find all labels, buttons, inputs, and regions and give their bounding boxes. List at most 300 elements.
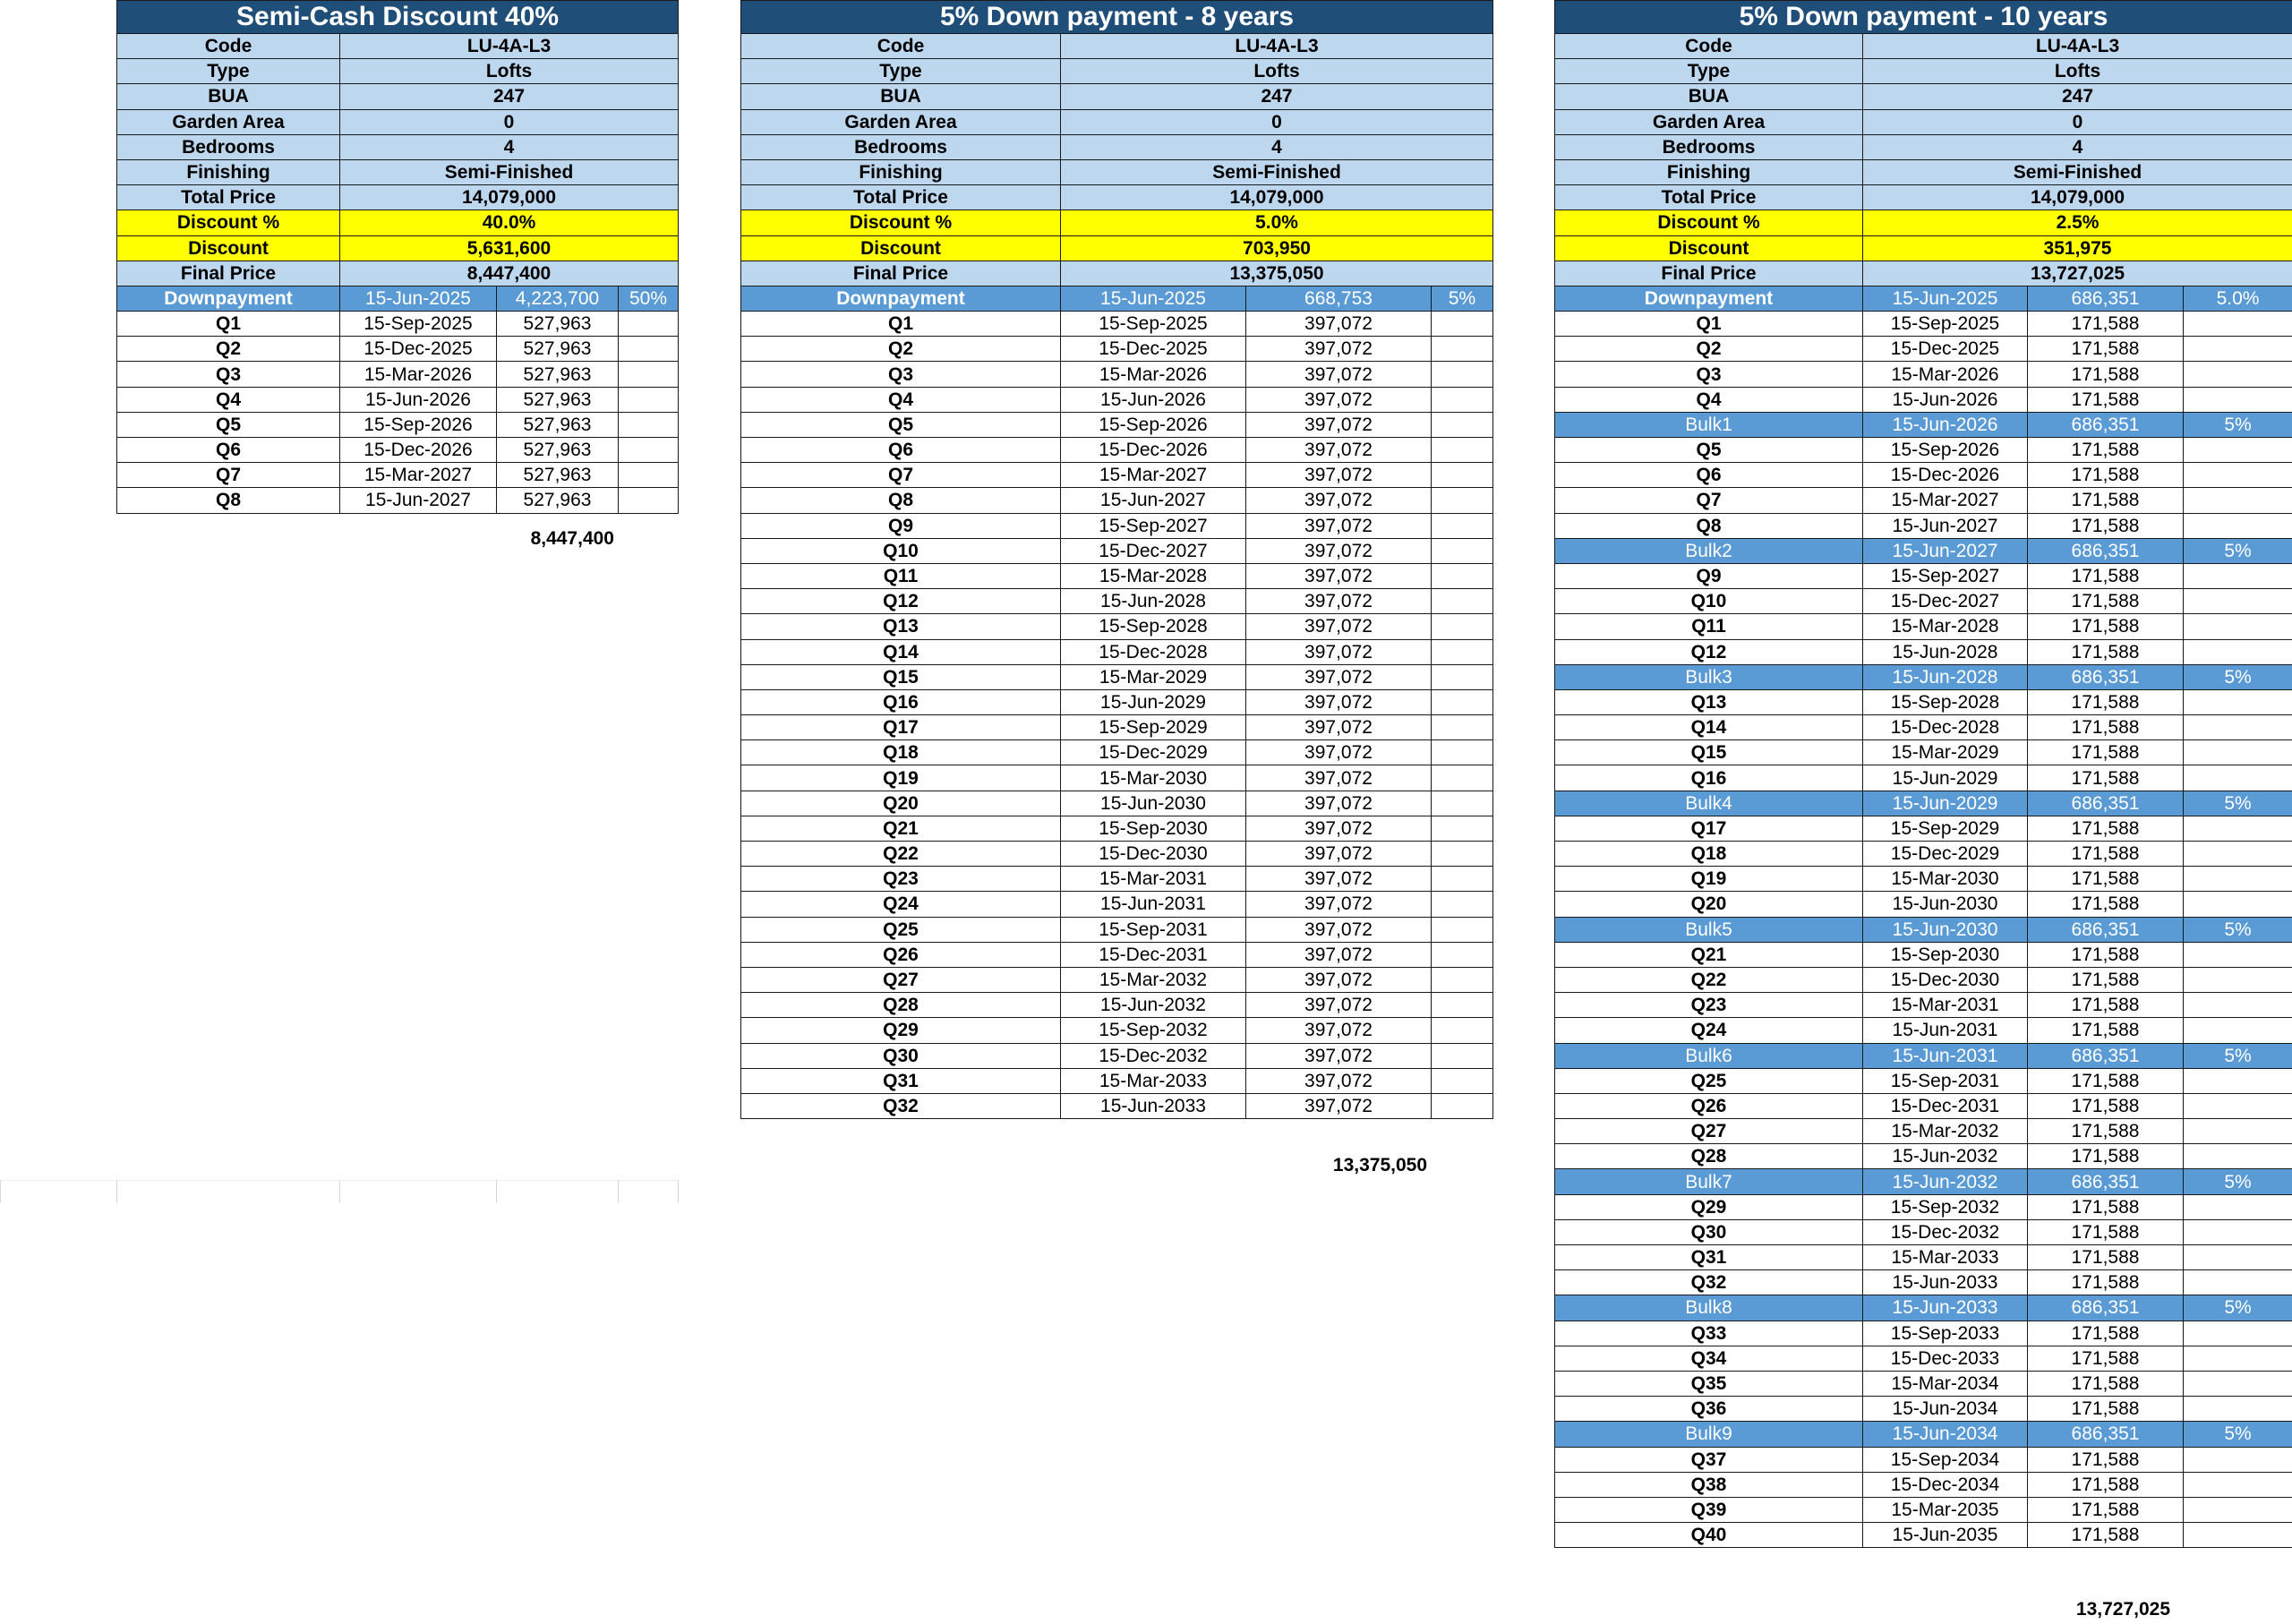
payment-percent bbox=[2184, 362, 2292, 387]
bulk-label: Bulk5 bbox=[1555, 917, 1863, 942]
installment-label: Q6 bbox=[741, 438, 1061, 463]
payment-amount: 171,588 bbox=[2028, 689, 2184, 714]
installment-label: Q13 bbox=[741, 614, 1061, 639]
downpayment-date: 15-Jun-2025 bbox=[340, 286, 497, 311]
plan-title-row bbox=[1555, 1, 2292, 34]
payment-percent bbox=[2184, 1144, 2292, 1169]
final-price-value: 8,447,400 bbox=[340, 261, 679, 286]
payment-percent bbox=[1432, 1093, 1493, 1118]
discount-value: 351,975 bbox=[1863, 235, 2292, 261]
payment-percent bbox=[2184, 1270, 2292, 1295]
payment-amount: 686,351 bbox=[2028, 412, 2184, 437]
installment-row bbox=[1555, 740, 2292, 765]
discount-label: Discount % bbox=[117, 210, 340, 235]
installment-row bbox=[741, 917, 1493, 942]
info-value: 0 bbox=[340, 109, 679, 134]
info-row bbox=[1555, 159, 2292, 184]
bulk-payment-row bbox=[1555, 1043, 2292, 1068]
payment-date: 15-Sep-2025 bbox=[340, 312, 497, 337]
payment-amount: 171,588 bbox=[2028, 1523, 2184, 1548]
installment-label: Q18 bbox=[741, 740, 1061, 765]
installment-label: Q2 bbox=[1555, 337, 1863, 362]
info-row bbox=[117, 34, 679, 59]
installment-row bbox=[1555, 1245, 2292, 1270]
installment-row bbox=[117, 387, 679, 412]
payment-date: 15-Jun-2030 bbox=[1863, 892, 2028, 917]
installment-label: Q23 bbox=[741, 867, 1061, 892]
payment-amount: 171,588 bbox=[2028, 1321, 2184, 1346]
final-price-label: Final Price bbox=[117, 261, 340, 286]
payment-amount: 171,588 bbox=[2028, 993, 2184, 1018]
payment-date: 15-Sep-2032 bbox=[1061, 1018, 1246, 1043]
payment-amount: 397,072 bbox=[1246, 689, 1432, 714]
payment-date: 15-Dec-2030 bbox=[1061, 842, 1246, 867]
info-value: 0 bbox=[1061, 109, 1493, 134]
payment-date: 15-Dec-2026 bbox=[1061, 438, 1246, 463]
payment-date: 15-Dec-2027 bbox=[1061, 538, 1246, 563]
payment-date: 15-Mar-2035 bbox=[1863, 1497, 2028, 1522]
installment-label: Q8 bbox=[1555, 513, 1863, 538]
info-value: 14,079,000 bbox=[340, 185, 679, 210]
installment-row bbox=[1555, 1371, 2292, 1396]
installment-label: Q20 bbox=[1555, 892, 1863, 917]
payment-percent bbox=[1432, 362, 1493, 387]
bulk-label: Bulk2 bbox=[1555, 538, 1863, 563]
installment-label: Q29 bbox=[1555, 1194, 1863, 1219]
installment-row bbox=[741, 362, 1493, 387]
payment-amount: 171,588 bbox=[2028, 1371, 2184, 1396]
payment-amount: 171,588 bbox=[2028, 1219, 2184, 1244]
info-label: Total Price bbox=[1555, 185, 1863, 210]
payment-percent bbox=[1432, 740, 1493, 765]
installment-row bbox=[741, 842, 1493, 867]
discount-label: Discount bbox=[741, 235, 1061, 261]
installment-label: Q27 bbox=[741, 967, 1061, 992]
payment-percent bbox=[2184, 438, 2292, 463]
payment-date: 15-Mar-2031 bbox=[1863, 993, 2028, 1018]
bulk-label: Bulk9 bbox=[1555, 1422, 1863, 1447]
info-value: Lofts bbox=[1061, 59, 1493, 84]
payment-percent bbox=[619, 312, 679, 337]
installment-label: Q4 bbox=[741, 387, 1061, 412]
info-row bbox=[117, 59, 679, 84]
payment-amount: 397,072 bbox=[1246, 488, 1432, 513]
installment-row bbox=[1555, 1321, 2292, 1346]
ten-year-grand-total: 13,727,025 bbox=[2075, 1599, 2170, 1620]
installment-row bbox=[741, 589, 1493, 614]
installment-row bbox=[1555, 867, 2292, 892]
payment-amount: 397,072 bbox=[1246, 614, 1432, 639]
payment-amount: 171,588 bbox=[2028, 1018, 2184, 1043]
payment-amount: 397,072 bbox=[1246, 1093, 1432, 1118]
info-label: Bedrooms bbox=[117, 134, 340, 159]
payment-date: 15-Mar-2030 bbox=[1061, 765, 1246, 791]
info-row bbox=[741, 159, 1493, 184]
payment-amount: 171,588 bbox=[2028, 387, 2184, 412]
info-row bbox=[741, 185, 1493, 210]
installment-row bbox=[741, 639, 1493, 664]
installment-label: Q28 bbox=[741, 993, 1061, 1018]
semi-cash-grand-total: 8,447,400 bbox=[530, 528, 614, 549]
final-price-row bbox=[117, 261, 679, 286]
installment-row bbox=[1555, 892, 2292, 917]
payment-date: 15-Jun-2032 bbox=[1863, 1144, 2028, 1169]
payment-percent bbox=[2184, 387, 2292, 412]
payment-percent bbox=[1432, 765, 1493, 791]
installment-label: Q20 bbox=[741, 791, 1061, 816]
payment-date: 15-Mar-2029 bbox=[1061, 664, 1246, 689]
payment-percent: 5% bbox=[2184, 1043, 2292, 1068]
payment-percent bbox=[2184, 1321, 2292, 1346]
installment-row bbox=[1555, 1194, 2292, 1219]
payment-amount: 171,588 bbox=[2028, 1270, 2184, 1295]
discount-row bbox=[117, 235, 679, 261]
payment-date: 15-Mar-2028 bbox=[1061, 563, 1246, 588]
payment-date: 15-Jun-2033 bbox=[1863, 1270, 2028, 1295]
payment-percent bbox=[2184, 740, 2292, 765]
info-value: 14,079,000 bbox=[1863, 185, 2292, 210]
payment-percent: 5% bbox=[2184, 917, 2292, 942]
installment-row bbox=[1555, 362, 2292, 387]
info-value: 4 bbox=[340, 134, 679, 159]
payment-percent: 5% bbox=[2184, 412, 2292, 437]
payment-amount: 171,588 bbox=[2028, 488, 2184, 513]
installment-label: Q32 bbox=[741, 1093, 1061, 1118]
installment-label: Q31 bbox=[741, 1068, 1061, 1093]
payment-date: 15-Mar-2031 bbox=[1061, 867, 1246, 892]
payment-amount: 527,963 bbox=[497, 488, 619, 513]
payment-amount: 686,351 bbox=[2028, 791, 2184, 816]
payment-date: 15-Jun-2026 bbox=[340, 387, 497, 412]
payment-date: 15-Sep-2027 bbox=[1863, 563, 2028, 588]
payment-percent bbox=[1432, 715, 1493, 740]
payment-date: 15-Jun-2032 bbox=[1061, 993, 1246, 1018]
payment-date: 15-Jun-2029 bbox=[1863, 765, 2028, 791]
downpayment-amount: 668,753 bbox=[1246, 286, 1432, 311]
payment-amount: 397,072 bbox=[1246, 967, 1432, 992]
payment-date: 15-Sep-2033 bbox=[1863, 1321, 2028, 1346]
installment-row bbox=[1555, 337, 2292, 362]
installment-row bbox=[1555, 689, 2292, 714]
payment-date: 15-Dec-2027 bbox=[1863, 589, 2028, 614]
payment-amount: 397,072 bbox=[1246, 337, 1432, 362]
installment-label: Q7 bbox=[1555, 488, 1863, 513]
payment-amount: 397,072 bbox=[1246, 1018, 1432, 1043]
faint-gridline bbox=[618, 1180, 619, 1203]
payment-date: 15-Jun-2028 bbox=[1863, 639, 2028, 664]
payment-percent bbox=[1432, 664, 1493, 689]
installment-row bbox=[741, 816, 1493, 841]
payment-date: 15-Jun-2032 bbox=[1863, 1169, 2028, 1194]
discount-label: Discount bbox=[117, 235, 340, 261]
payment-percent bbox=[2184, 993, 2292, 1018]
payment-percent bbox=[2184, 1497, 2292, 1522]
info-value: LU-4A-L3 bbox=[340, 34, 679, 59]
payment-amount: 397,072 bbox=[1246, 765, 1432, 791]
faint-gridline bbox=[0, 1180, 1, 1203]
payment-date: 15-Jun-2031 bbox=[1061, 892, 1246, 917]
installment-row bbox=[117, 463, 679, 488]
installment-label: Q10 bbox=[1555, 589, 1863, 614]
payment-date: 15-Jun-2033 bbox=[1863, 1295, 2028, 1321]
installment-label: Q5 bbox=[1555, 438, 1863, 463]
discount-value: 703,950 bbox=[1061, 235, 1493, 261]
payment-date: 15-Jun-2029 bbox=[1863, 791, 2028, 816]
downpayment-row bbox=[117, 286, 679, 311]
payment-date: 15-Jun-2034 bbox=[1863, 1397, 2028, 1422]
payment-percent bbox=[2184, 942, 2292, 967]
installment-row bbox=[741, 614, 1493, 639]
installment-row bbox=[1555, 463, 2292, 488]
downpayment-label: Downpayment bbox=[741, 286, 1061, 311]
installment-label: Q4 bbox=[117, 387, 340, 412]
payment-date: 15-Dec-2026 bbox=[340, 438, 497, 463]
info-label: Finishing bbox=[1555, 159, 1863, 184]
payment-date: 15-Sep-2030 bbox=[1863, 942, 2028, 967]
bulk-label: Bulk1 bbox=[1555, 412, 1863, 437]
payment-percent bbox=[2184, 1093, 2292, 1118]
installment-label: Q6 bbox=[117, 438, 340, 463]
payment-date: 15-Dec-2025 bbox=[340, 337, 497, 362]
payment-amount: 397,072 bbox=[1246, 387, 1432, 412]
payment-amount: 527,963 bbox=[497, 412, 619, 437]
installment-row bbox=[1555, 1119, 2292, 1144]
payment-date: 15-Sep-2028 bbox=[1863, 689, 2028, 714]
payment-amount: 171,588 bbox=[2028, 842, 2184, 867]
payment-date: 15-Dec-2033 bbox=[1863, 1346, 2028, 1371]
final-price-label: Final Price bbox=[1555, 261, 1863, 286]
payment-percent bbox=[2184, 1245, 2292, 1270]
info-row bbox=[741, 84, 1493, 109]
info-label: Code bbox=[117, 34, 340, 59]
bulk-payment-row bbox=[1555, 1295, 2292, 1321]
payment-percent bbox=[1432, 942, 1493, 967]
installment-label: Q17 bbox=[1555, 816, 1863, 841]
payment-date: 15-Jun-2030 bbox=[1061, 791, 1246, 816]
semi-cash-plan-table bbox=[116, 0, 679, 514]
payment-date: 15-Jun-2027 bbox=[1061, 488, 1246, 513]
payment-date: 15-Dec-2028 bbox=[1863, 715, 2028, 740]
installment-label: Q14 bbox=[1555, 715, 1863, 740]
info-row bbox=[1555, 34, 2292, 59]
installment-row bbox=[1555, 387, 2292, 412]
installment-row bbox=[1555, 614, 2292, 639]
payment-amount: 397,072 bbox=[1246, 664, 1432, 689]
installment-row bbox=[741, 412, 1493, 437]
payment-date: 15-Mar-2027 bbox=[340, 463, 497, 488]
info-label: BUA bbox=[117, 84, 340, 109]
payment-percent bbox=[1432, 842, 1493, 867]
installment-row bbox=[1555, 1397, 2292, 1422]
payment-amount: 397,072 bbox=[1246, 563, 1432, 588]
payment-amount: 397,072 bbox=[1246, 463, 1432, 488]
installment-label: Q2 bbox=[741, 337, 1061, 362]
payment-percent: 5% bbox=[2184, 664, 2292, 689]
installment-row bbox=[1555, 513, 2292, 538]
payment-amount: 397,072 bbox=[1246, 917, 1432, 942]
payment-amount: 397,072 bbox=[1246, 715, 1432, 740]
installment-label: Q22 bbox=[741, 842, 1061, 867]
installment-row bbox=[741, 337, 1493, 362]
installment-row bbox=[1555, 589, 2292, 614]
payment-percent bbox=[2184, 1219, 2292, 1244]
installment-row bbox=[1555, 1346, 2292, 1371]
payment-percent bbox=[2184, 513, 2292, 538]
bulk-payment-row bbox=[1555, 791, 2292, 816]
plan-title: 5% Down payment - 8 years bbox=[741, 1, 1493, 34]
payment-amount: 397,072 bbox=[1246, 942, 1432, 967]
payment-date: 15-Jun-2027 bbox=[1863, 538, 2028, 563]
info-value: Lofts bbox=[340, 59, 679, 84]
downpayment-row bbox=[741, 286, 1493, 311]
installment-label: Q15 bbox=[1555, 740, 1863, 765]
downpayment-date: 15-Jun-2025 bbox=[1061, 286, 1246, 311]
payment-percent bbox=[2184, 842, 2292, 867]
installment-label: Q11 bbox=[741, 563, 1061, 588]
installment-row bbox=[741, 740, 1493, 765]
payment-amount: 397,072 bbox=[1246, 639, 1432, 664]
payment-percent bbox=[2184, 563, 2292, 588]
payment-amount: 397,072 bbox=[1246, 892, 1432, 917]
info-row bbox=[741, 34, 1493, 59]
payment-percent bbox=[2184, 1068, 2292, 1093]
installment-row bbox=[1555, 488, 2292, 513]
info-label: BUA bbox=[1555, 84, 1863, 109]
installment-row bbox=[1555, 942, 2292, 967]
payment-date: 15-Mar-2033 bbox=[1863, 1245, 2028, 1270]
payment-date: 15-Jun-2026 bbox=[1061, 387, 1246, 412]
payment-amount: 397,072 bbox=[1246, 842, 1432, 867]
info-label: Bedrooms bbox=[741, 134, 1061, 159]
payment-amount: 397,072 bbox=[1246, 791, 1432, 816]
payment-amount: 397,072 bbox=[1246, 993, 1432, 1018]
installment-row bbox=[741, 867, 1493, 892]
installment-row bbox=[741, 942, 1493, 967]
info-label: Code bbox=[741, 34, 1061, 59]
payment-amount: 397,072 bbox=[1246, 1043, 1432, 1068]
bulk-label: Bulk3 bbox=[1555, 664, 1863, 689]
payment-amount: 171,588 bbox=[2028, 337, 2184, 362]
info-label: BUA bbox=[741, 84, 1061, 109]
downpayment-amount: 686,351 bbox=[2028, 286, 2184, 311]
installment-label: Q33 bbox=[1555, 1321, 1863, 1346]
installment-row bbox=[1555, 765, 2292, 791]
final-price-label: Final Price bbox=[741, 261, 1061, 286]
installment-label: Q37 bbox=[1555, 1447, 1863, 1472]
final-price-value: 13,727,025 bbox=[1863, 261, 2292, 286]
payment-amount: 171,588 bbox=[2028, 942, 2184, 967]
installment-row bbox=[741, 312, 1493, 337]
installment-row bbox=[1555, 563, 2292, 588]
payment-percent bbox=[1432, 816, 1493, 841]
installment-label: Q27 bbox=[1555, 1119, 1863, 1144]
payment-percent bbox=[1432, 387, 1493, 412]
payment-percent bbox=[2184, 463, 2292, 488]
payment-amount: 171,588 bbox=[2028, 1119, 2184, 1144]
payment-percent bbox=[1432, 639, 1493, 664]
installment-label: Q36 bbox=[1555, 1397, 1863, 1422]
info-row bbox=[1555, 134, 2292, 159]
installment-label: Q8 bbox=[117, 488, 340, 513]
installment-row bbox=[741, 488, 1493, 513]
payment-amount: 397,072 bbox=[1246, 740, 1432, 765]
installment-row bbox=[1555, 1497, 2292, 1522]
installment-label: Q17 bbox=[741, 715, 1061, 740]
installment-row bbox=[1555, 1472, 2292, 1497]
info-value: 247 bbox=[340, 84, 679, 109]
installment-label: Q3 bbox=[117, 362, 340, 387]
downpayment-percent: 5% bbox=[1432, 286, 1493, 311]
eight-year-grand-total: 13,375,050 bbox=[1332, 1155, 1427, 1175]
info-value: 247 bbox=[1863, 84, 2292, 109]
installment-label: Q5 bbox=[117, 412, 340, 437]
payment-percent bbox=[1432, 1068, 1493, 1093]
payment-amount: 527,963 bbox=[497, 362, 619, 387]
installment-label: Q18 bbox=[1555, 842, 1863, 867]
installment-label: Q10 bbox=[741, 538, 1061, 563]
discount-row bbox=[1555, 210, 2292, 235]
downpayment-percent: 5.0% bbox=[2184, 286, 2292, 311]
installment-label: Q3 bbox=[741, 362, 1061, 387]
installment-row bbox=[741, 1018, 1493, 1043]
info-row bbox=[741, 59, 1493, 84]
payment-amount: 171,588 bbox=[2028, 816, 2184, 841]
installment-label: Q7 bbox=[741, 463, 1061, 488]
installment-label: Q22 bbox=[1555, 967, 1863, 992]
installment-label: Q1 bbox=[117, 312, 340, 337]
bulk-label: Bulk6 bbox=[1555, 1043, 1863, 1068]
installment-row bbox=[741, 892, 1493, 917]
payment-percent bbox=[1432, 1043, 1493, 1068]
payment-amount: 171,588 bbox=[2028, 1346, 2184, 1371]
payment-amount: 171,588 bbox=[2028, 1068, 2184, 1093]
payment-amount: 171,588 bbox=[2028, 1245, 2184, 1270]
payment-date: 15-Dec-2031 bbox=[1863, 1093, 2028, 1118]
payment-amount: 397,072 bbox=[1246, 362, 1432, 387]
installment-label: Q14 bbox=[741, 639, 1061, 664]
payment-date: 15-Dec-2025 bbox=[1863, 337, 2028, 362]
info-label: Bedrooms bbox=[1555, 134, 1863, 159]
payment-percent bbox=[1432, 791, 1493, 816]
payment-date: 15-Dec-2034 bbox=[1863, 1472, 2028, 1497]
payment-date: 15-Dec-2030 bbox=[1863, 967, 2028, 992]
payment-percent bbox=[2184, 1397, 2292, 1422]
discount-value: 5,631,600 bbox=[340, 235, 679, 261]
payment-date: 15-Jun-2028 bbox=[1863, 664, 2028, 689]
plan-title: Semi-Cash Discount 40% bbox=[117, 1, 679, 34]
installment-row bbox=[1555, 1523, 2292, 1548]
payment-amount: 397,072 bbox=[1246, 816, 1432, 841]
payment-percent: 5% bbox=[2184, 1169, 2292, 1194]
payment-date: 15-Jun-2030 bbox=[1863, 917, 2028, 942]
downpayment-row bbox=[1555, 286, 2292, 311]
payment-percent: 5% bbox=[2184, 1295, 2292, 1321]
installment-row bbox=[741, 967, 1493, 992]
installment-row bbox=[1555, 1144, 2292, 1169]
payment-percent bbox=[2184, 488, 2292, 513]
payment-percent bbox=[1432, 892, 1493, 917]
payment-date: 15-Jun-2027 bbox=[1863, 513, 2028, 538]
payment-percent bbox=[619, 438, 679, 463]
installment-row bbox=[1555, 842, 2292, 867]
info-value: 4 bbox=[1863, 134, 2292, 159]
payment-amount: 171,588 bbox=[2028, 1093, 2184, 1118]
payment-percent bbox=[2184, 867, 2292, 892]
installment-label: Q31 bbox=[1555, 1245, 1863, 1270]
info-value: LU-4A-L3 bbox=[1863, 34, 2292, 59]
payment-percent bbox=[2184, 892, 2292, 917]
payment-date: 15-Mar-2028 bbox=[1863, 614, 2028, 639]
